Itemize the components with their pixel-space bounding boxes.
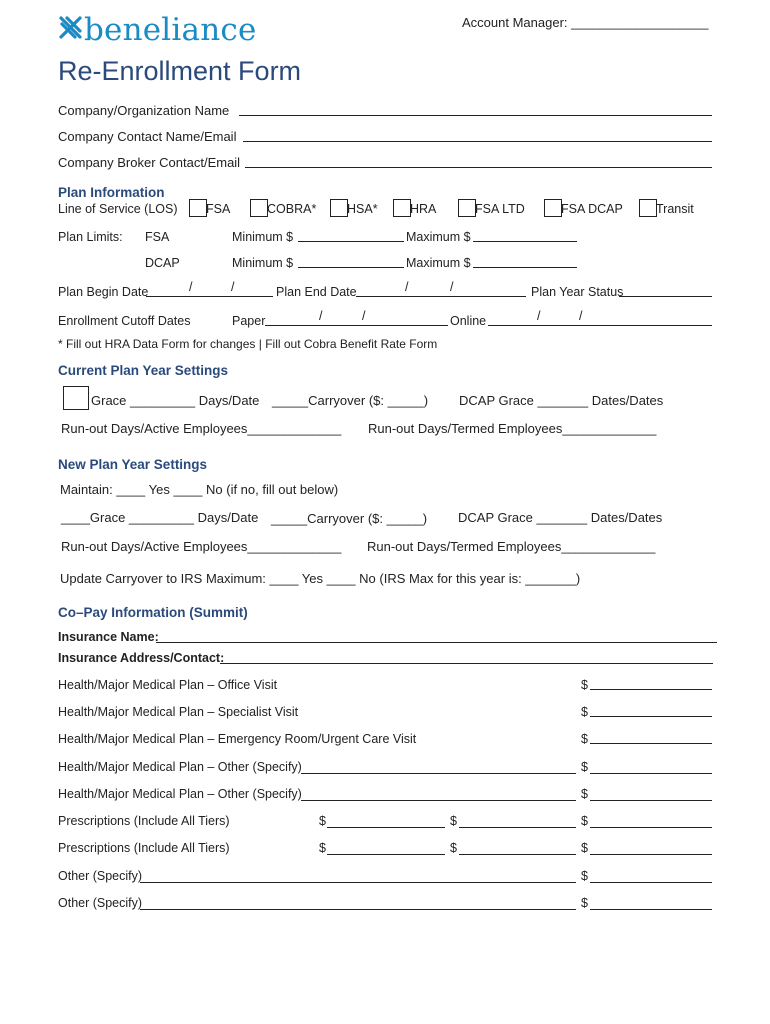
broker-label: Company Broker Contact/Email [58, 155, 241, 170]
current-grace-field[interactable]: Grace _________ Days/Date [91, 393, 260, 408]
end-slash-1: / [405, 280, 409, 294]
plan-info-heading: Plan Information [58, 185, 165, 200]
dcap-minimum-input[interactable] [298, 267, 404, 268]
beneliance-logo-mark [58, 14, 84, 40]
org-name-label: Company/Organization Name [58, 103, 230, 118]
specify-input[interactable] [301, 773, 576, 774]
irs-max-field[interactable]: Update Carryover to IRS Maximum: ____ Yes ____ No (IRS Max for this year is: _______) [60, 571, 581, 586]
broker-input[interactable] [245, 167, 712, 168]
plan-end-label: Plan End Date [276, 285, 357, 299]
fsa-dcap-option: FSA DCAP [561, 202, 623, 216]
insurance-name-label: Insurance Name: [58, 630, 159, 644]
page-title: Re-Enrollment Form [58, 56, 302, 86]
end-slash-2: / [450, 280, 454, 294]
dollar-sign: $ [581, 896, 588, 910]
org-name-input[interactable] [239, 115, 712, 116]
insurance-address-label: Insurance Address/Contact: [58, 651, 225, 665]
paper-slash-2: / [362, 309, 366, 323]
plan-begin-label: Plan Begin Date [58, 285, 149, 299]
fsa-minimum-label: Minimum $ [232, 230, 294, 244]
specify-input[interactable] [301, 800, 576, 801]
tier-amount-input[interactable] [590, 854, 712, 855]
new-year-heading: New Plan Year Settings [58, 457, 208, 472]
online-date-input[interactable] [488, 325, 712, 326]
fsa-option: FSA [206, 202, 231, 216]
transit-option: Transit [656, 202, 694, 216]
copay-row-label: Other (Specify) [58, 896, 143, 910]
dollar-sign: $ [581, 705, 588, 719]
cutoff-label: Enrollment Cutoff Dates [58, 314, 191, 328]
insurance-address-input[interactable] [220, 663, 713, 664]
new-grace-field[interactable]: ____Grace _________ Days/Date [61, 510, 259, 525]
copay-heading: Co–Pay Information (Summit) [58, 605, 248, 620]
fsa-ltd-checkbox[interactable] [458, 199, 476, 217]
fsa-maximum-label: Maximum $ [406, 230, 471, 244]
fsa-dcap-checkbox[interactable] [544, 199, 562, 217]
copay-row-label: Health/Major Medical Plan – Other (Specify) [58, 760, 302, 774]
fsa-checkbox[interactable] [189, 199, 207, 217]
plan-end-input[interactable] [356, 296, 526, 297]
copay-amount-input[interactable] [590, 882, 712, 883]
dollar-sign: $ [450, 841, 457, 855]
year-status-input[interactable] [619, 296, 712, 297]
current-grace-box[interactable] [63, 386, 89, 410]
hra-option: HRA [410, 202, 437, 216]
tier-amount-input[interactable] [459, 854, 576, 855]
copay-row-label: Prescriptions (Include All Tiers) [58, 814, 230, 828]
insurance-name-input[interactable] [156, 642, 717, 643]
cobra-checkbox[interactable] [250, 199, 268, 217]
logo-text: beneliance [84, 12, 257, 48]
copay-amount-input[interactable] [590, 743, 712, 744]
current-runout-active[interactable]: Run-out Days/Active Employees_____________ [61, 421, 342, 436]
contact-input[interactable] [243, 141, 712, 142]
transit-checkbox[interactable] [639, 199, 657, 217]
online-label: Online [450, 314, 487, 328]
fsa-limit-label: FSA [145, 230, 170, 244]
paper-label: Paper [232, 314, 266, 328]
hsa-checkbox[interactable] [330, 199, 348, 217]
copay-row-label: Prescriptions (Include All Tiers) [58, 841, 230, 855]
year-status-label: Plan Year Status [531, 285, 624, 299]
copay-amount-input[interactable] [590, 800, 712, 801]
specify-input[interactable] [140, 909, 576, 910]
dcap-limit-label: DCAP [145, 256, 180, 270]
plan-limits-label: Plan Limits: [58, 230, 123, 244]
dcap-maximum-input[interactable] [473, 267, 577, 268]
current-runout-termed[interactable]: Run-out Days/Termed Employees_____________ [368, 421, 657, 436]
online-slash-1: / [537, 309, 541, 323]
copay-amount-input[interactable] [590, 689, 712, 690]
fsa-ltd-option: FSA LTD [475, 202, 525, 216]
dollar-sign: $ [581, 814, 588, 828]
tier-amount-input[interactable] [327, 827, 445, 828]
copay-amount-input[interactable] [590, 716, 712, 717]
new-carryover-field[interactable]: _____Carryover ($: _____) [271, 511, 428, 526]
online-slash-2: / [579, 309, 583, 323]
copay-amount-input[interactable] [590, 909, 712, 910]
cobra-option: COBRA* [267, 202, 317, 216]
hsa-option: HSA* [347, 202, 378, 216]
dollar-sign: $ [319, 814, 326, 828]
dcap-minimum-label: Minimum $ [232, 256, 294, 270]
dollar-sign: $ [581, 760, 588, 774]
new-runout-active[interactable]: Run-out Days/Active Employees_____________ [61, 539, 342, 554]
copay-row-label: Health/Major Medical Plan – Office Visit [58, 678, 278, 692]
specify-input[interactable] [140, 882, 576, 883]
dollar-sign: $ [581, 732, 588, 746]
maintain-field[interactable]: Maintain: ____ Yes ____ No (if no, fill out below) [60, 482, 339, 497]
dollar-sign: $ [450, 814, 457, 828]
copay-row-label: Other (Specify) [58, 869, 143, 883]
tier-amount-input[interactable] [590, 827, 712, 828]
fsa-minimum-input[interactable] [298, 241, 404, 242]
plan-note: * Fill out HRA Data Form for changes | Fill out Cobra Benefit Rate Form [58, 337, 438, 351]
tier-amount-input[interactable] [327, 854, 445, 855]
copay-row-label: Health/Major Medical Plan – Specialist Visit [58, 705, 299, 719]
dollar-sign: $ [581, 841, 588, 855]
contact-label: Company Contact Name/Email [58, 129, 237, 144]
dollar-sign: $ [581, 787, 588, 801]
los-label: Line of Service (LOS) [58, 202, 178, 216]
current-dcap-grace-field[interactable]: DCAP Grace _______ Dates/Dates [459, 393, 664, 408]
begin-slash-1: / [189, 280, 193, 294]
copay-amount-input[interactable] [590, 773, 712, 774]
dollar-sign: $ [581, 869, 588, 883]
current-carryover-field[interactable]: _____Carryover ($: _____) [272, 393, 429, 408]
tier-amount-input[interactable] [459, 827, 576, 828]
hra-checkbox[interactable] [393, 199, 411, 217]
paper-date-input[interactable] [265, 325, 448, 326]
new-runout-termed[interactable]: Run-out Days/Termed Employees_____________ [367, 539, 656, 554]
dollar-sign: $ [319, 841, 326, 855]
dcap-maximum-label: Maximum $ [406, 256, 471, 270]
current-year-heading: Current Plan Year Settings [58, 363, 229, 378]
fsa-maximum-input[interactable] [473, 241, 577, 242]
new-dcap-grace-field[interactable]: DCAP Grace _______ Dates/Dates [458, 510, 663, 525]
copay-row-label: Health/Major Medical Plan – Other (Specify) [58, 787, 302, 801]
plan-begin-input[interactable] [146, 296, 273, 297]
begin-slash-2: / [231, 280, 235, 294]
dollar-sign: $ [581, 678, 588, 692]
copay-row-label: Health/Major Medical Plan – Emergency Room/Urgent Care Visit [58, 732, 417, 746]
account-manager-field[interactable]: Account Manager: ___________________ [462, 15, 709, 30]
paper-slash-1: / [319, 309, 323, 323]
